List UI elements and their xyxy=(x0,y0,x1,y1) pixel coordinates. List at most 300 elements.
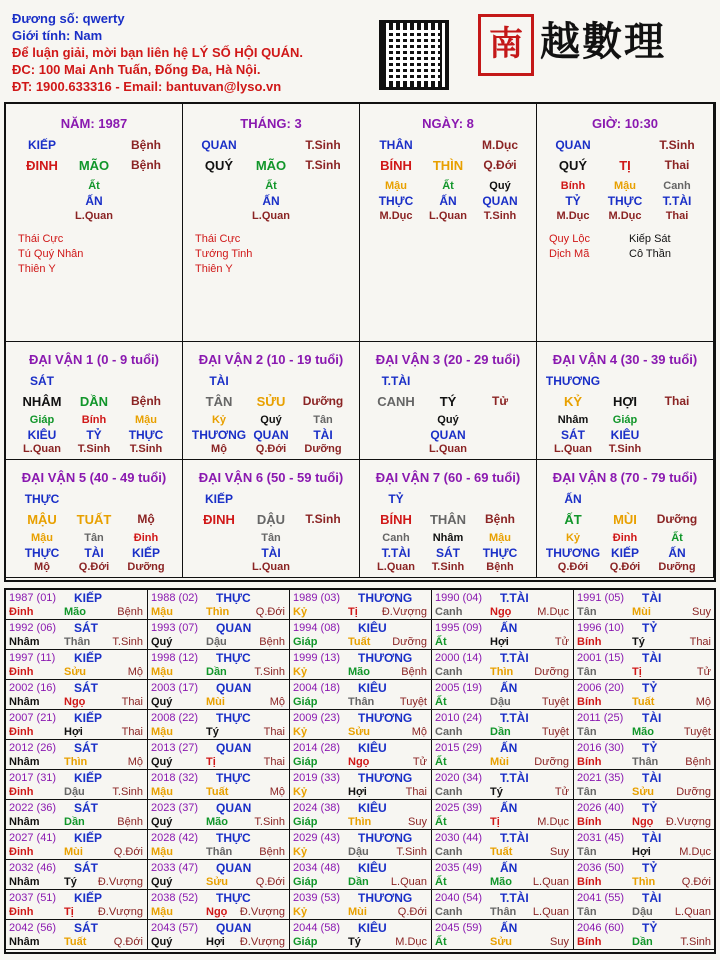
dai-van-6 xyxy=(183,460,360,578)
year-stem: Giáp xyxy=(293,876,318,888)
dai-van-branch: DẬU xyxy=(256,512,286,527)
dai-van-state: Tử xyxy=(491,394,509,408)
year-cell xyxy=(6,920,148,950)
hidden-relation: ẤN xyxy=(439,194,457,208)
year-state: Mộ xyxy=(269,786,285,798)
year-branch: Thìn xyxy=(206,606,230,618)
pillar-relation: THÂN xyxy=(379,138,413,152)
pillar-branch-state: T.Sinh xyxy=(305,158,341,172)
hidden-state: L.Quan xyxy=(252,561,290,573)
year-grid xyxy=(4,588,716,954)
year-cell xyxy=(432,920,574,950)
year-cell xyxy=(6,620,148,650)
year-state: Dưỡng xyxy=(534,756,569,768)
dai-van-stem: MẬU xyxy=(27,512,57,527)
year-branch: Thìn xyxy=(490,666,514,678)
year-branch: Tuất xyxy=(490,846,513,858)
year-stem: Kỷ xyxy=(293,606,308,618)
year-stem: Canh xyxy=(435,786,463,798)
year-cell xyxy=(574,740,716,770)
year-state: T.Sinh xyxy=(112,636,143,648)
year-branch: Ngọ xyxy=(632,816,654,828)
year-branch: Ngọ xyxy=(206,906,228,918)
year-cell xyxy=(148,770,290,800)
hidden-relation: THỰC xyxy=(482,546,518,560)
year-state: Q.Đới xyxy=(113,846,143,858)
year-cell xyxy=(148,680,290,710)
year-cell xyxy=(432,860,574,890)
year-relation: ẤN xyxy=(500,801,518,815)
dai-van-branch: HỢI xyxy=(612,394,638,409)
hidden-stem: Đinh xyxy=(612,532,638,544)
year-cell xyxy=(432,770,574,800)
dai-van-title: ĐẠI VẬN 1 (0 - 9 tuổi) xyxy=(28,352,159,367)
year-branch: Mùi xyxy=(64,846,83,858)
year-branch: Thìn xyxy=(64,756,88,768)
year-label: 2023 (37) xyxy=(151,802,199,814)
year-state: Thai xyxy=(405,786,427,798)
year-cell xyxy=(148,890,290,920)
year-label: 2017 (31) xyxy=(9,772,57,784)
dai-van-3 xyxy=(360,342,537,460)
year-stem: Quý xyxy=(151,636,173,648)
year-relation: TÀI xyxy=(642,711,662,725)
dai-van-title: ĐẠI VẬN 2 (10 - 19 tuổi) xyxy=(198,352,344,367)
year-stem: Nhâm xyxy=(9,696,40,708)
year-label: 1996 (10) xyxy=(577,622,625,634)
hidden-relation: ẤN xyxy=(262,194,280,208)
year-label: 2005 (19) xyxy=(435,682,483,694)
year-cell xyxy=(290,740,432,770)
pillar-branch-state: Q.Đới xyxy=(483,158,517,172)
hidden-relation: THƯƠNG xyxy=(545,546,601,560)
year-state: Thai xyxy=(121,726,143,738)
year-stem: Giáp xyxy=(293,696,318,708)
dai-van-8 xyxy=(537,460,714,578)
year-cell xyxy=(574,620,716,650)
dai-van-relation: T.TÀI xyxy=(381,374,411,388)
hidden-relation: T.TÀI xyxy=(662,194,692,208)
hidden-stem: Kỷ xyxy=(565,532,581,544)
year-relation: THỰC xyxy=(216,651,251,665)
brand-logo: 越數理 xyxy=(540,18,666,65)
dai-van-stem: BÍNH xyxy=(380,512,412,527)
year-stem: Giáp xyxy=(293,756,318,768)
year-branch: Mão xyxy=(64,606,86,618)
year-label: 2016 (30) xyxy=(577,742,625,754)
year-stem: Quý xyxy=(151,936,173,948)
year-relation: TÀI xyxy=(642,771,662,785)
year-branch: Dần xyxy=(490,726,511,738)
hidden-stem: Mậu xyxy=(385,180,407,192)
year-state: Đ.Vượng xyxy=(239,936,285,948)
hidden-relation: THỰC xyxy=(24,546,60,560)
year-relation: THƯƠNG xyxy=(358,591,413,605)
pillar-stars xyxy=(195,232,252,277)
year-label: 2029 (43) xyxy=(293,832,341,844)
year-relation: KIẾP xyxy=(74,651,103,665)
year-cell xyxy=(6,860,148,890)
pillar-relation-state: T.Sinh xyxy=(659,138,695,152)
year-stem: Mậu xyxy=(151,846,173,858)
year-state: Q.Đới xyxy=(255,606,285,618)
hidden-stem: Quý xyxy=(489,180,511,192)
hidden-relation: KIẾP xyxy=(610,546,639,560)
year-relation: TỶ xyxy=(642,801,658,815)
year-branch: Dần xyxy=(632,936,653,948)
owner-name: Đương số: qwerty xyxy=(12,11,125,26)
dai-van-relation: THƯƠNG xyxy=(545,374,601,388)
qr-code-icon xyxy=(379,20,449,90)
year-cell xyxy=(6,650,148,680)
hidden-stem: Bính xyxy=(560,180,586,192)
hidden-state: T.Sinh xyxy=(608,443,642,455)
year-label: 1989 (03) xyxy=(293,592,341,604)
year-state: Q.Đới xyxy=(397,906,427,918)
year-branch: Mùi xyxy=(632,606,651,618)
hidden-relation: THỰC xyxy=(607,194,643,208)
year-relation: THƯƠNG xyxy=(358,651,413,665)
year-relation: SÁT xyxy=(74,621,98,635)
year-cell xyxy=(574,680,716,710)
dai-van-state: T.Sinh xyxy=(305,512,341,526)
dai-van-relation: ẤN xyxy=(564,492,582,506)
year-cell xyxy=(290,620,432,650)
gender: Giới tính: Nam xyxy=(12,28,103,43)
year-branch: Mão xyxy=(206,816,228,828)
year-relation: THỰC xyxy=(216,831,251,845)
year-relation: T.TÀI xyxy=(500,711,529,725)
year-relation: SÁT xyxy=(74,921,98,935)
year-label: 2030 (44) xyxy=(435,832,483,844)
star-text: Thiên Y xyxy=(195,263,233,275)
year-relation: THỰC xyxy=(216,771,251,785)
year-state: Thai xyxy=(263,756,285,768)
dai-van-stem: ĐINH xyxy=(203,512,235,527)
dai-van-state: Bệnh xyxy=(485,512,515,526)
star-text: Tú Quý Nhân xyxy=(18,248,84,260)
hidden-relation: TỶ xyxy=(86,428,102,442)
hidden-stem: Quý xyxy=(260,414,282,426)
year-state: Mộ xyxy=(269,696,285,708)
year-label: 2046 (60) xyxy=(577,922,625,934)
pillar-stars xyxy=(549,232,590,262)
year-state: Tuyệt xyxy=(541,696,569,708)
year-state: Đ.Vượng xyxy=(665,816,711,828)
pillar-stem: BÍNH xyxy=(380,158,412,173)
star-text: Thái Cực xyxy=(195,233,241,245)
year-stem: Ất xyxy=(435,636,447,648)
year-stem: Mậu xyxy=(151,786,173,798)
year-stem: Tân xyxy=(577,606,597,618)
year-branch: Tị xyxy=(490,816,500,828)
year-branch: Mão xyxy=(348,666,370,678)
year-label: 2007 (21) xyxy=(9,712,57,724)
year-branch: Mão xyxy=(490,876,512,888)
year-state: Bệnh xyxy=(117,816,143,828)
hidden-stem: Ất xyxy=(671,532,683,544)
year-label: 2000 (14) xyxy=(435,652,483,664)
year-relation: TÀI xyxy=(642,831,662,845)
year-branch: Tuất xyxy=(632,696,655,708)
year-relation: KIẾP xyxy=(74,771,103,785)
year-stem: Bính xyxy=(577,816,602,828)
dai-van-title: ĐẠI VẬN 8 (70 - 79 tuổi) xyxy=(552,470,698,485)
year-state: Thai xyxy=(263,726,285,738)
year-cell xyxy=(574,650,716,680)
hidden-relation: THỰC xyxy=(378,194,414,208)
hidden-stem: Bính xyxy=(81,414,107,426)
dai-van-stem: ẤT xyxy=(564,512,582,527)
year-cell xyxy=(290,830,432,860)
year-stem: Đinh xyxy=(9,726,34,738)
year-label: 2002 (16) xyxy=(9,682,57,694)
hidden-stem: Mậu xyxy=(489,532,511,544)
hidden-state: Q.Đới xyxy=(609,561,641,573)
year-label: 2022 (36) xyxy=(9,802,57,814)
year-state: M.Dục xyxy=(537,816,569,828)
year-branch: Hợi xyxy=(348,786,367,798)
year-relation: KIẾP xyxy=(74,831,103,845)
year-relation: THƯƠNG xyxy=(358,711,413,725)
year-stem: Quý xyxy=(151,816,173,828)
year-cell xyxy=(148,920,290,950)
year-cell xyxy=(432,800,574,830)
hidden-state: Dưỡng xyxy=(304,443,342,455)
hidden-stem: Mậu xyxy=(614,180,636,192)
address: ĐC: 100 Mai Anh Tuấn, Đống Đa, Hà Nội. xyxy=(12,62,261,77)
year-label: 1999 (13) xyxy=(293,652,341,664)
year-state: Tử xyxy=(554,636,569,648)
year-stem: Đinh xyxy=(9,906,34,918)
pillar-branch-state: Bệnh xyxy=(131,158,161,172)
year-stem: Tân xyxy=(577,846,597,858)
hidden-state: L.Quan xyxy=(23,443,61,455)
dai-van-5 xyxy=(6,460,183,578)
year-cell xyxy=(6,710,148,740)
year-relation: THỰC xyxy=(216,891,251,905)
year-label: 2045 (59) xyxy=(435,922,483,934)
year-state: T.Sinh xyxy=(254,666,285,678)
year-label: 2027 (41) xyxy=(9,832,57,844)
hidden-stem: Kỷ xyxy=(211,414,227,426)
year-branch: Mùi xyxy=(206,696,225,708)
dai-van-relation: KIẾP xyxy=(204,492,233,506)
year-stem: Tân xyxy=(577,786,597,798)
year-branch: Sửu xyxy=(632,786,655,798)
year-branch: Tý xyxy=(632,636,645,648)
hidden-relation: KIÊU xyxy=(610,428,640,442)
year-branch: Tị xyxy=(632,666,642,678)
year-branch: Mùi xyxy=(490,756,509,768)
dai-van-7 xyxy=(360,460,537,578)
dai-van-state: Thai xyxy=(664,394,690,408)
year-relation: TỶ xyxy=(642,741,658,755)
dai-van-title: ĐẠI VẬN 7 (60 - 69 tuổi) xyxy=(375,470,521,485)
year-stem: Đinh xyxy=(9,606,34,618)
year-stem: Tân xyxy=(577,906,597,918)
year-label: 2037 (51) xyxy=(9,892,57,904)
hidden-state: Mộ xyxy=(34,561,50,573)
year-stem: Canh xyxy=(435,726,463,738)
star-text: Tướng Tinh xyxy=(195,248,253,260)
year-stem: Nhâm xyxy=(9,936,40,948)
pillar-stem: ĐINH xyxy=(26,158,58,173)
hidden-state: L.Quan xyxy=(377,561,415,573)
year-state: Đ.Vượng xyxy=(97,906,143,918)
year-label: 1997 (11) xyxy=(9,652,56,664)
hidden-state: T.Sinh xyxy=(129,443,163,455)
year-stem: Canh xyxy=(435,606,463,618)
hidden-state: L.Quan xyxy=(429,443,467,455)
year-branch: Sửu xyxy=(206,876,229,888)
year-relation: TÀI xyxy=(642,651,662,665)
main-chart xyxy=(4,102,716,582)
year-label: 2038 (52) xyxy=(151,892,199,904)
hidden-relation: QUAN xyxy=(430,428,466,442)
year-branch: Hợi xyxy=(64,726,83,738)
year-relation: T.TÀI xyxy=(500,591,529,605)
year-relation: THƯƠNG xyxy=(358,771,413,785)
pillar-relation: QUAN xyxy=(201,138,237,152)
year-label: 2025 (39) xyxy=(435,802,483,814)
pillar-branch: THÌN xyxy=(432,158,464,173)
hidden-state: T.Sinh xyxy=(431,561,465,573)
year-stem: Giáp xyxy=(293,936,318,948)
hidden-stem: Ất xyxy=(265,180,277,192)
year-cell xyxy=(6,800,148,830)
year-stem: Nhâm xyxy=(9,876,40,888)
hidden-stem: Canh xyxy=(663,180,691,192)
pillar-4 xyxy=(537,104,714,342)
year-branch: Tuất xyxy=(206,786,229,798)
year-stem: Nhâm xyxy=(9,756,40,768)
year-stem: Nhâm xyxy=(9,816,40,828)
dai-van-branch: DẦN xyxy=(79,394,109,409)
hidden-state: M.Dục xyxy=(379,210,413,222)
year-stem: Đinh xyxy=(9,786,34,798)
hidden-state: L.Quan xyxy=(252,210,290,222)
year-state: Bệnh xyxy=(259,636,285,648)
year-label: 1992 (06) xyxy=(9,622,57,634)
year-relation: TÀI xyxy=(642,891,662,905)
year-cell xyxy=(432,590,574,620)
year-stem: Quý xyxy=(151,876,173,888)
year-stem: Tân xyxy=(577,726,597,738)
hidden-state: L.Quan xyxy=(554,443,592,455)
year-branch: Thân xyxy=(348,696,375,708)
dai-van-relation: SÁT xyxy=(30,374,54,388)
year-branch: Hợi xyxy=(206,936,225,948)
year-branch: Thìn xyxy=(632,876,656,888)
year-branch: Mão xyxy=(632,726,654,738)
hidden-stem: Mậu xyxy=(135,414,157,426)
pillar-relation-state: M.Dục xyxy=(482,138,518,152)
year-state: Dưỡng xyxy=(676,786,711,798)
year-label: 2041 (55) xyxy=(577,892,625,904)
year-state: Dưỡng xyxy=(392,636,427,648)
year-label: 2042 (56) xyxy=(9,922,57,934)
hidden-state: Dưỡng xyxy=(127,561,165,573)
hidden-state: M.Dục xyxy=(608,210,642,222)
pillar-branch: TỊ xyxy=(619,158,631,173)
year-state: Mộ xyxy=(127,666,143,678)
year-label: 1988 (02) xyxy=(151,592,199,604)
year-label: 2011 (25) xyxy=(577,712,624,724)
pillar-title: THÁNG: 3 xyxy=(240,116,302,131)
year-cell xyxy=(148,830,290,860)
year-label: 2018 (32) xyxy=(151,772,199,784)
pillar-relation: KIẾP xyxy=(27,138,56,152)
pillar-relation: QUAN xyxy=(555,138,591,152)
year-state: Tử xyxy=(412,756,427,768)
hidden-state: Q.Đới xyxy=(255,443,287,455)
year-state: Tuyệt xyxy=(683,726,711,738)
year-relation: THỰC xyxy=(216,711,251,725)
year-stem: Mậu xyxy=(151,666,173,678)
year-stem: Kỷ xyxy=(293,666,308,678)
pillar-stem: QUÝ xyxy=(204,158,234,173)
year-label: 2043 (57) xyxy=(151,922,199,934)
year-relation: T.TÀI xyxy=(500,651,529,665)
dai-van-stem: NHÂM xyxy=(22,394,62,409)
year-cell xyxy=(574,830,716,860)
hidden-relation: QUAN xyxy=(482,194,518,208)
hidden-relation: SÁT xyxy=(561,428,585,442)
year-branch: Dần xyxy=(206,666,227,678)
year-stem: Ất xyxy=(435,816,447,828)
year-stem: Ất xyxy=(435,696,447,708)
year-cell xyxy=(290,920,432,950)
year-state: Dưỡng xyxy=(534,666,569,678)
year-branch: Dậu xyxy=(206,636,227,648)
year-branch: Dậu xyxy=(348,846,369,858)
year-relation: THƯƠNG xyxy=(358,891,413,905)
year-cell xyxy=(148,620,290,650)
year-state: Q.Đới xyxy=(681,876,711,888)
year-relation: KIÊU xyxy=(358,681,387,695)
year-state: Q.Đới xyxy=(113,936,143,948)
year-relation: QUAN xyxy=(216,741,252,755)
year-label: 2033 (47) xyxy=(151,862,199,874)
dai-van-state: Dưỡng xyxy=(302,394,344,408)
year-label: 2015 (29) xyxy=(435,742,483,754)
year-label: 2026 (40) xyxy=(577,802,625,814)
year-cell xyxy=(574,890,716,920)
year-state: T.Sinh xyxy=(112,786,143,798)
dai-van-2 xyxy=(183,342,360,460)
hidden-stem: Canh xyxy=(382,532,410,544)
hidden-relation: ẤN xyxy=(668,546,686,560)
year-relation: ẤN xyxy=(500,741,518,755)
year-branch: Thìn xyxy=(348,816,372,828)
year-relation: QUAN xyxy=(216,621,252,635)
year-state: Bệnh xyxy=(685,756,711,768)
year-label: 2036 (50) xyxy=(577,862,625,874)
year-branch: Ngọ xyxy=(348,756,370,768)
dai-van-branch: MÙI xyxy=(613,512,637,527)
year-state: L.Quan xyxy=(532,906,569,918)
year-relation: KIÊU xyxy=(358,861,387,875)
hidden-state: T.Sinh xyxy=(483,210,517,222)
year-state: Mộ xyxy=(695,696,711,708)
year-stem: Nhâm xyxy=(9,636,40,648)
year-relation: SÁT xyxy=(74,741,98,755)
year-state: Mộ xyxy=(411,726,427,738)
year-relation: QUAN xyxy=(216,861,252,875)
year-cell xyxy=(148,710,290,740)
year-state: L.Quan xyxy=(674,906,711,918)
